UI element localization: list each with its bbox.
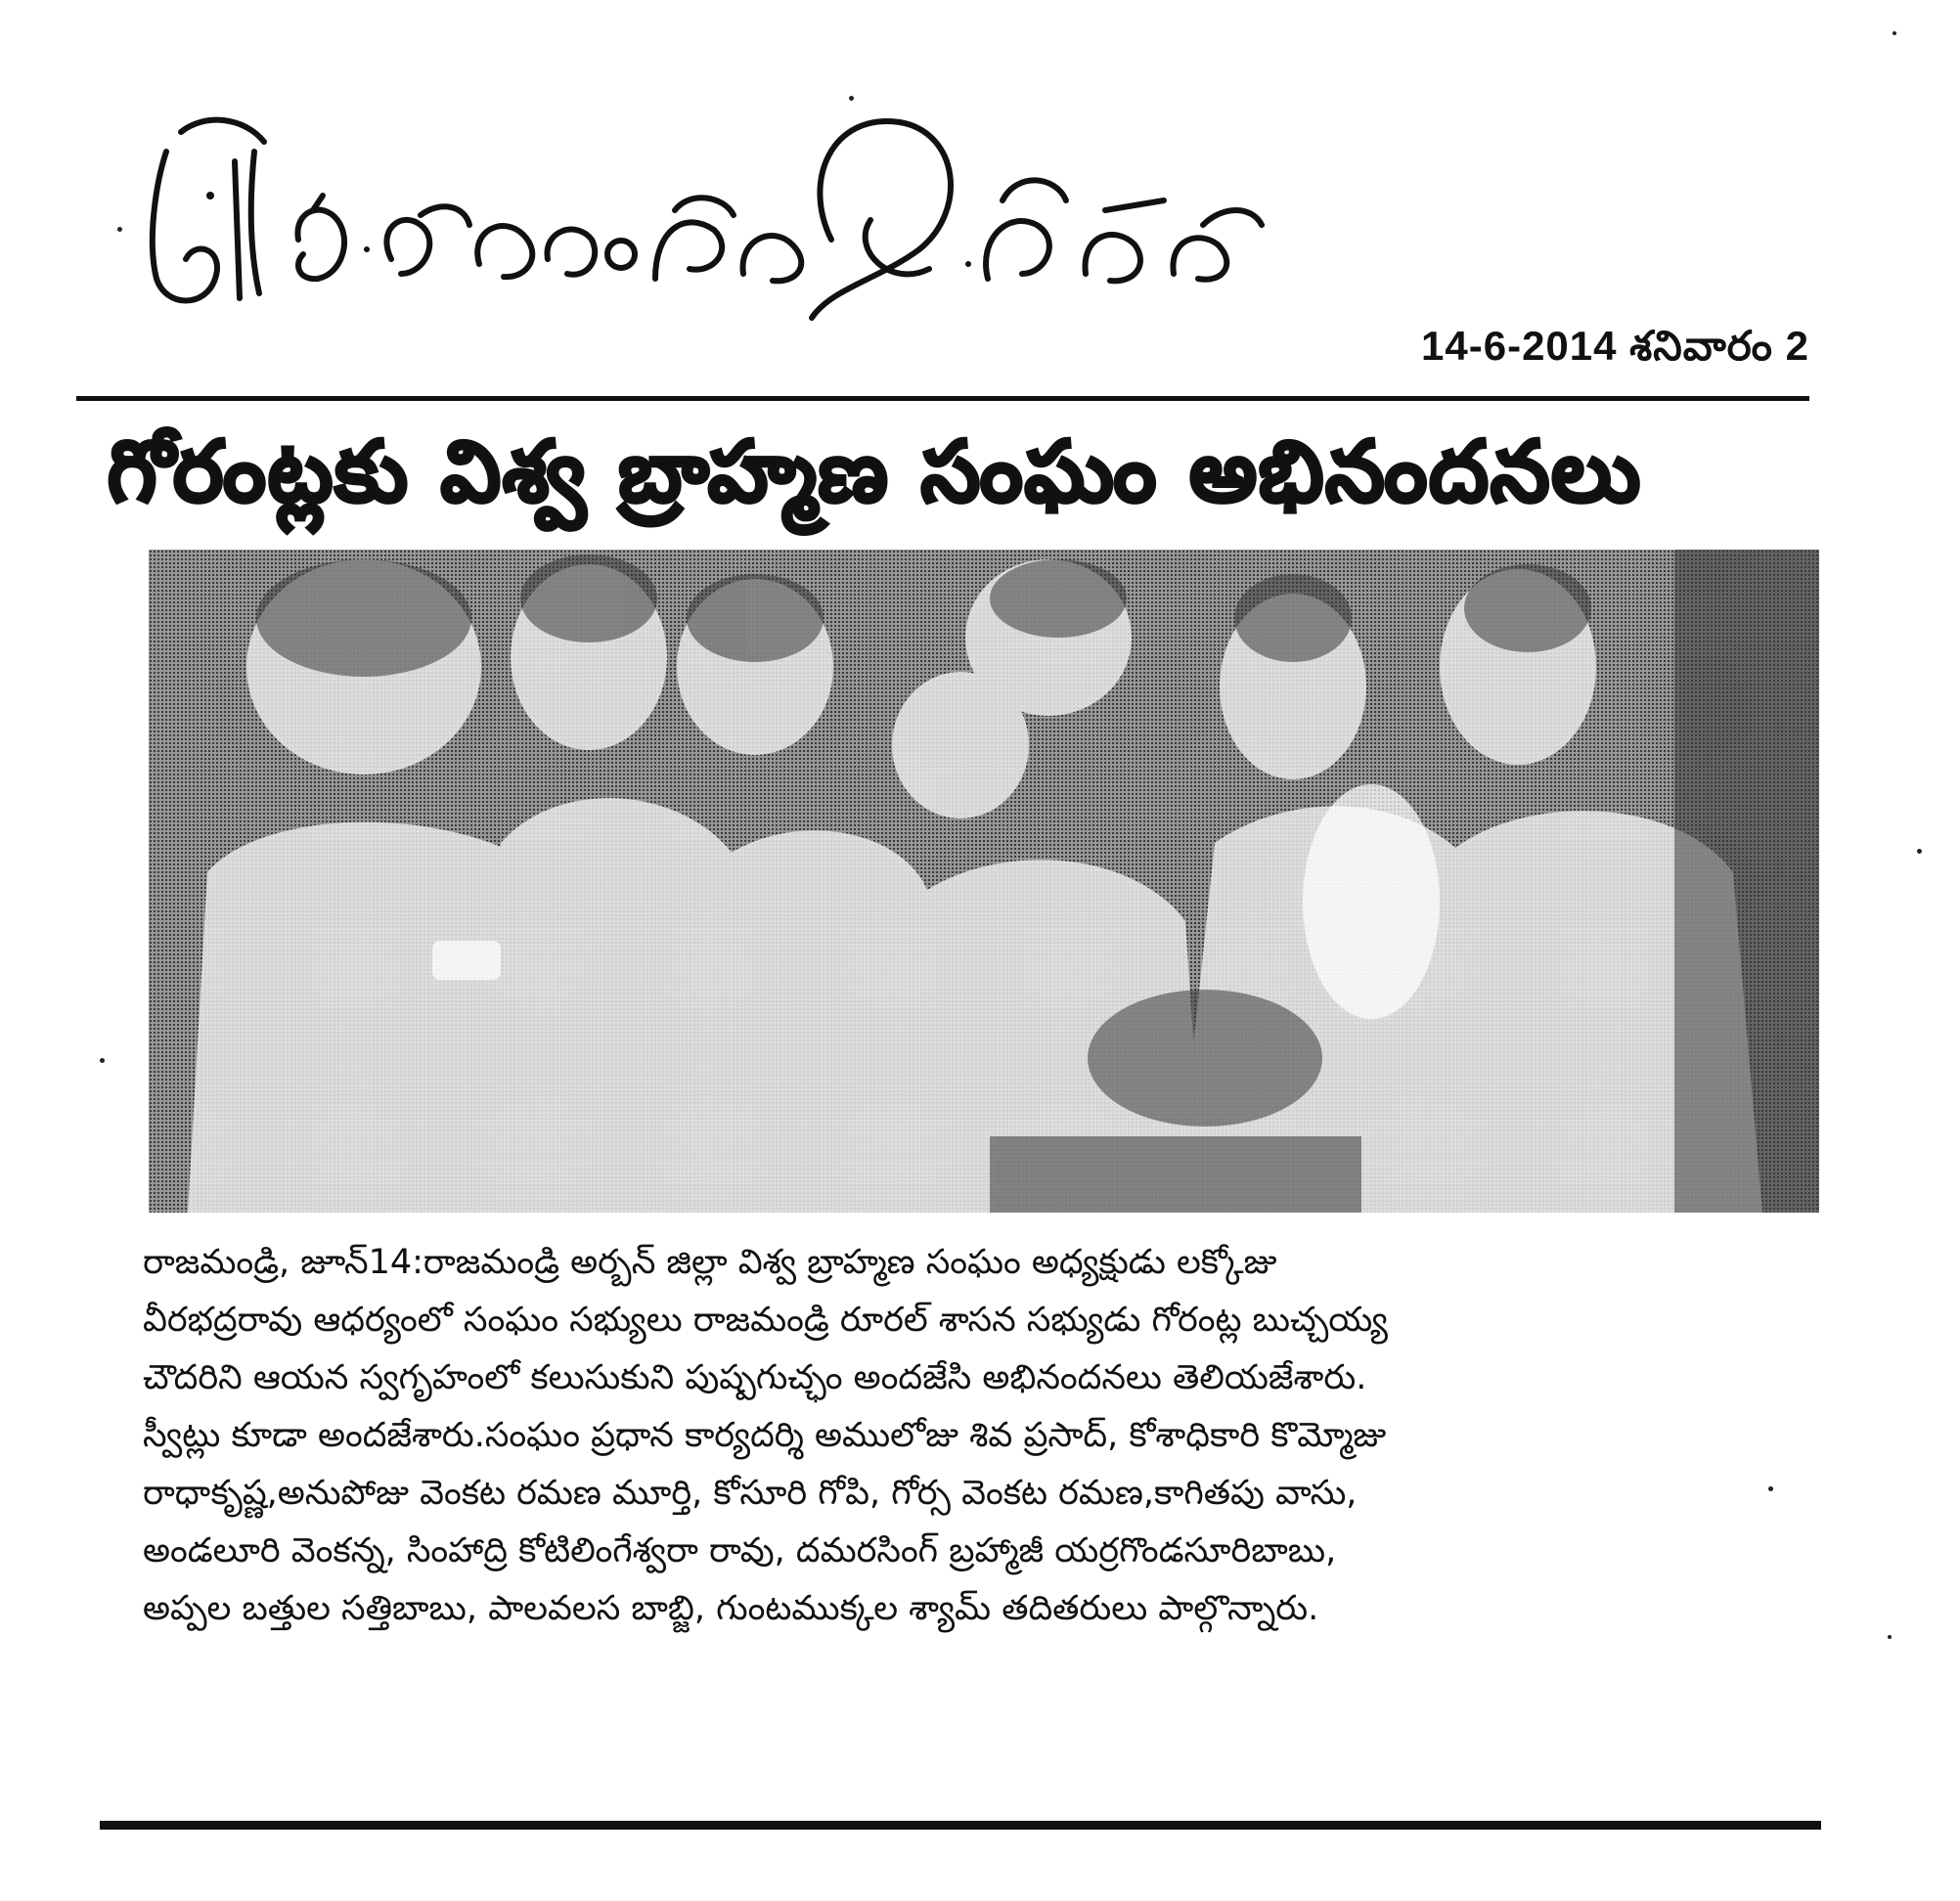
news-photo xyxy=(149,550,1819,1213)
scan-speck xyxy=(117,227,122,232)
article-body xyxy=(143,1234,1819,1638)
article-line: వీరభద్రరావు ఆధర్యంలో సంఘం సభ్యులు రాజమండ్రి రూరల్ శాసన సభ్యుడు గోరంట్ల బుచ్చయ్య xyxy=(143,1301,1388,1340)
article-line: అప్పల బత్తుల సత్తిబాబు, పాలవలస బాబ్జి, గుంటముక్కల శ్యామ్ తదితరులు పాల్గొన్నారు. xyxy=(143,1589,1319,1628)
news-photo-halftone-scene xyxy=(149,550,1819,1213)
scan-speck xyxy=(1888,1635,1892,1639)
scan-speck xyxy=(1768,1486,1773,1491)
headline: గోరంట్లకు విశ్వ బ్రాహ్మణ సంఘం అభినందనలు xyxy=(108,423,1642,521)
article-line: రాధాకృష్ణ,అనుపోజు వెంకట రమణ మూర్తి, కోసూరి గోపి, గోర్స వెంకట రమణ,కాగితపు వాసు, xyxy=(143,1474,1358,1513)
scan-speck xyxy=(1917,849,1922,854)
masthead-handwritten-title xyxy=(127,93,1301,337)
dateline: 14-6-2014 శనివారం 2 xyxy=(1421,323,1809,369)
bottom-rule-divider xyxy=(100,1821,1821,1830)
masthead-signature-drawing xyxy=(127,93,1301,337)
scan-speck xyxy=(1893,31,1896,35)
article-line: చౌదరిని ఆయన స్వగృహంలో కలుసుకుని పుష్పగుచ్ఛం అందజేసి అభినందనలు తెలియజేశారు. xyxy=(143,1358,1367,1397)
article-line: రాజమండ్రి, జూన్14:రాజమండ్రి అర్బన్ జిల్లా విశ్వ బ్రాహ్మణ సంఘం అధ్యక్షుడు లక్కోజు xyxy=(143,1243,1277,1282)
scan-speck xyxy=(100,1058,105,1063)
scan-speck xyxy=(849,96,854,101)
article-line: స్వీట్లు కూడా అందజేశారు.సంఘం ప్రధాన కార్యదర్శి అములోజు శివ ప్రసాద్, కోశాధికారి కొమ్మోజు xyxy=(143,1416,1387,1455)
article-line: అండలూరి వెంకన్న, సింహాద్రి కోటిలింగేశ్వరా రావు, దమరసింగ్ బ్రహ్మాజీ యర్రగొండసూరిబాబు, xyxy=(143,1531,1337,1570)
top-rule-divider xyxy=(76,396,1809,401)
